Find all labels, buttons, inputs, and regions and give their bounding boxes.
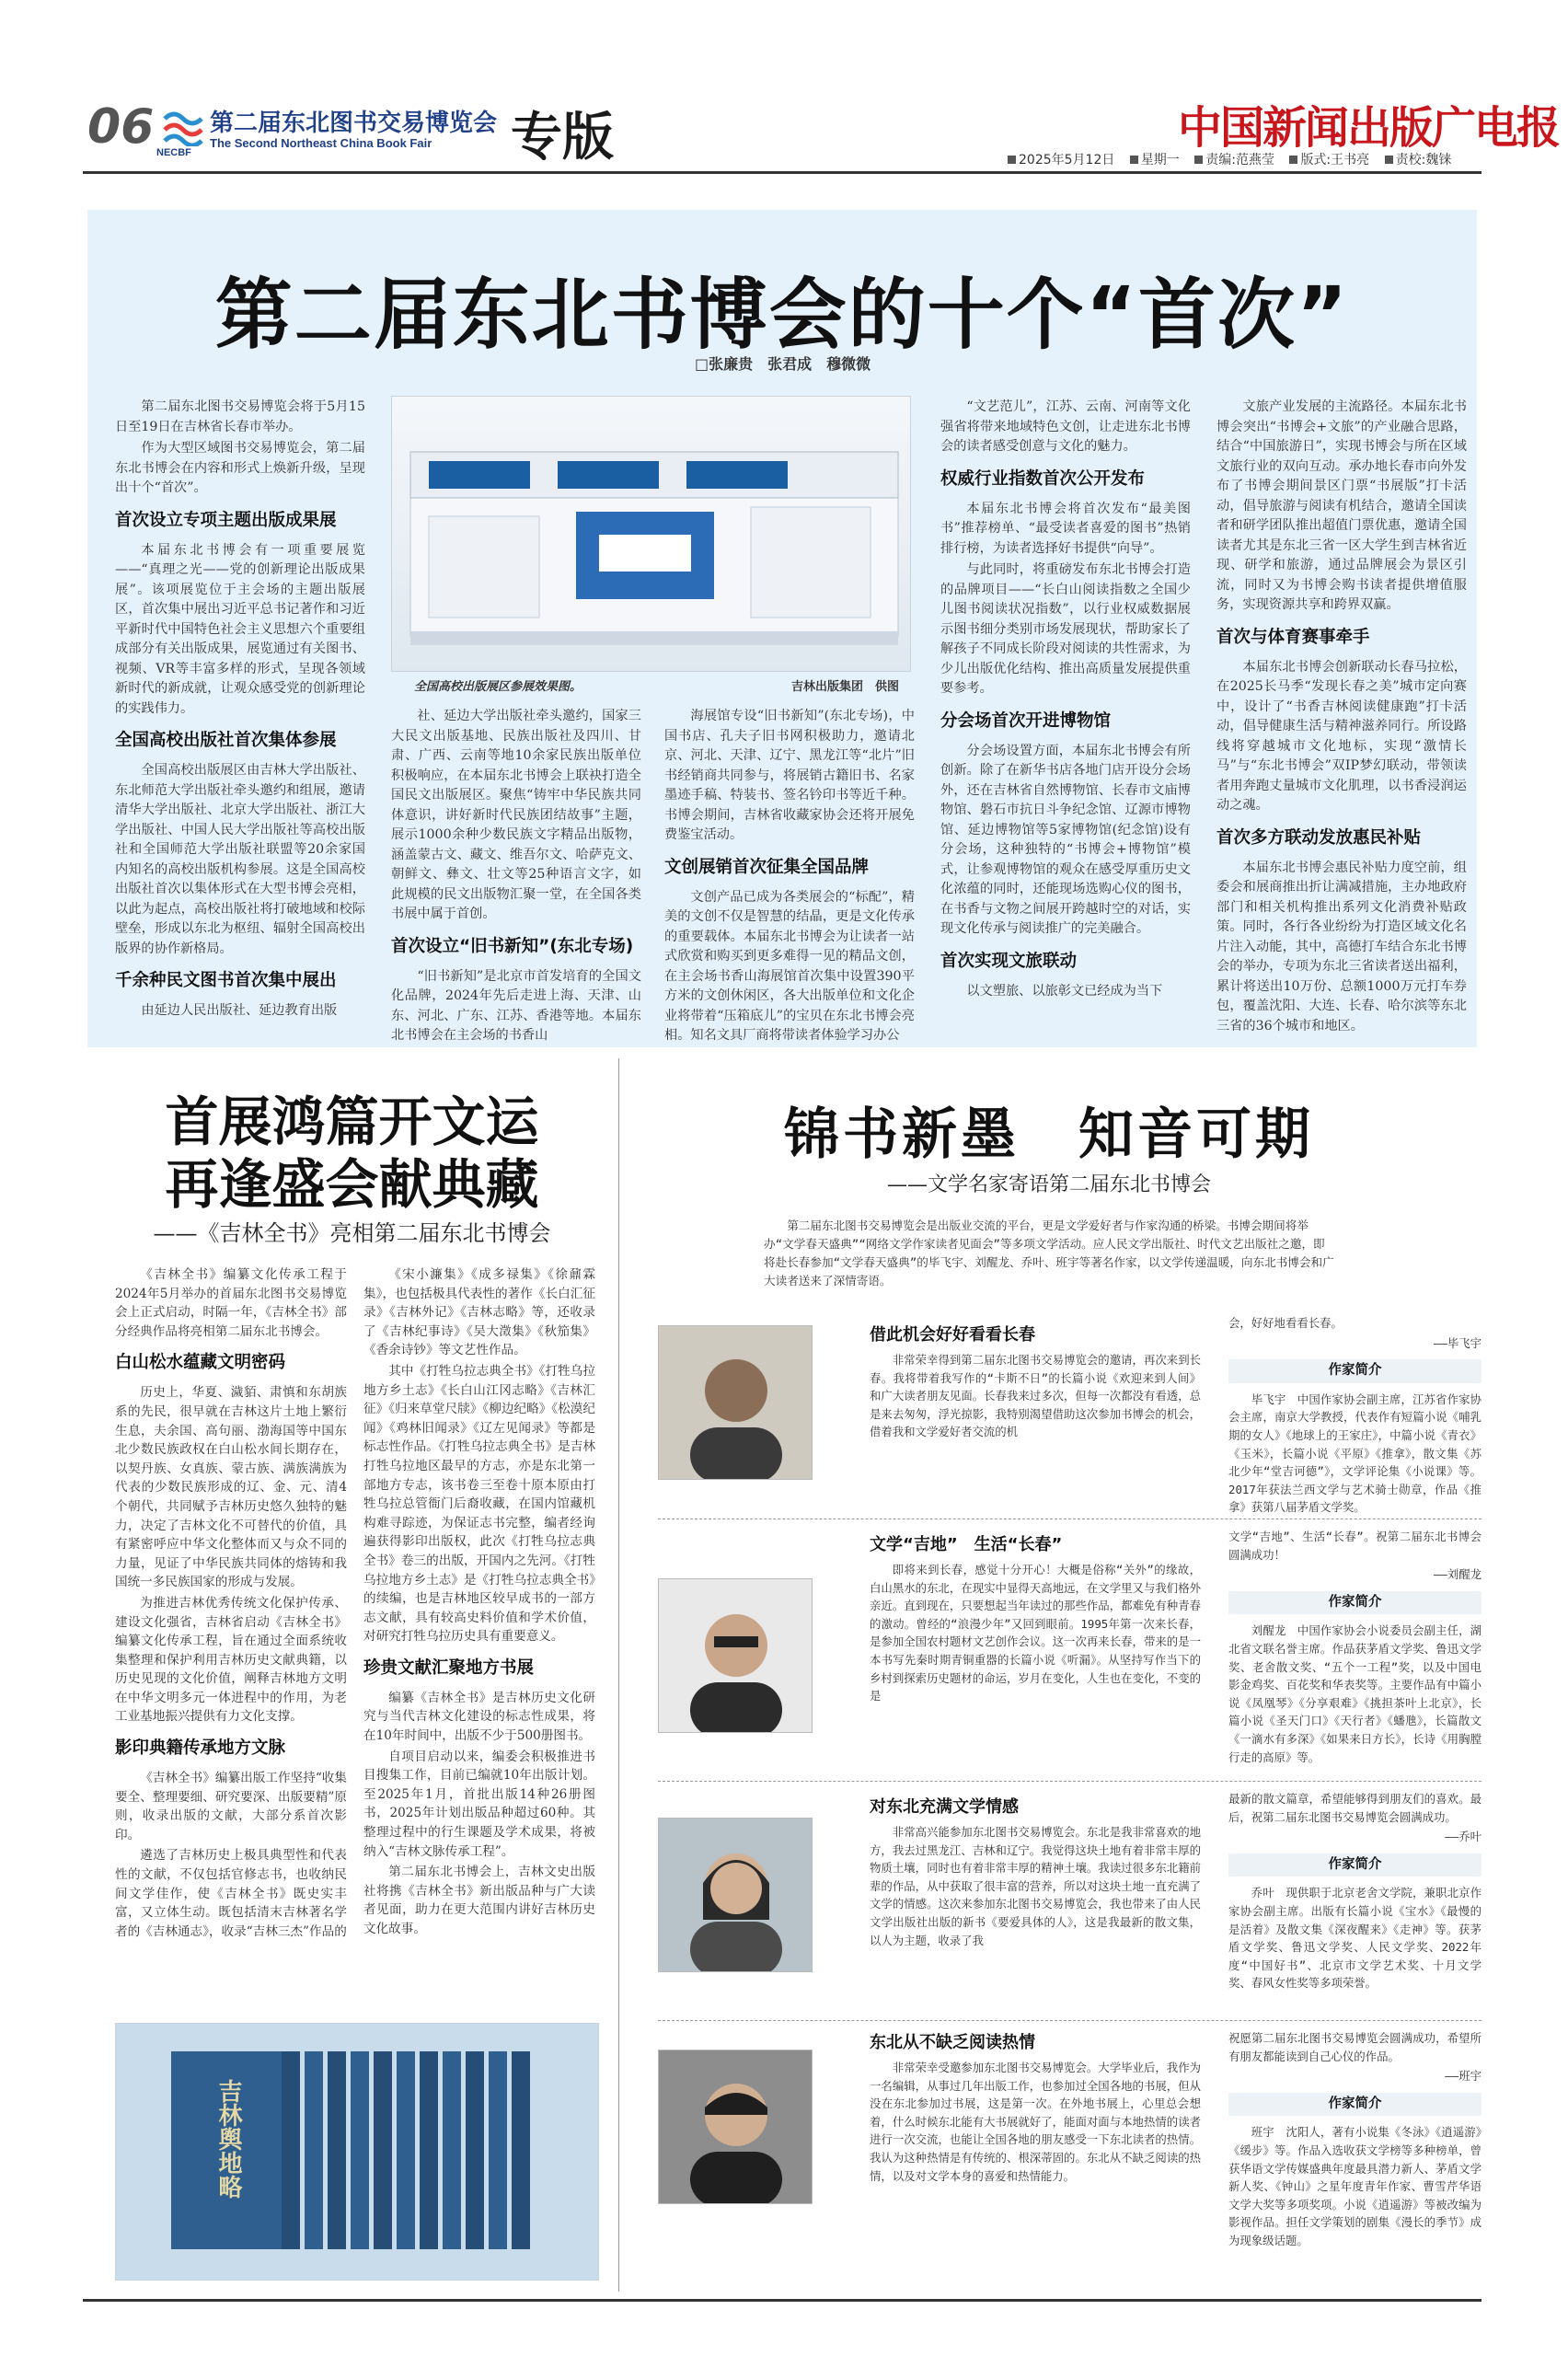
necbf-label: NECBF [156, 147, 191, 158]
card-continuation: 会，好好地看看长春。 ——毕飞宇 作家简介 毕飞宇 中国作家协会副主席，江苏省作家协会主席，南京大学教授，代表作有短篇小说《哺乳期的女人》《地球上的王家庄》，中篇小说《青衣》《玉米》，长篇小说《平原》《推拿》，散文集《苏北少年“堂吉诃德”》，文学评论集《小说课》等。2017年获法兰西文学与艺术骑士勋章，作品《推拿》获第八届茅盾文学奖。 [1228, 1314, 1482, 1517]
subheading: 首次设立专项主题出版成果展 [115, 510, 337, 530]
card-divider [658, 1781, 1482, 1782]
subheading: 权威行业指数首次公开发布 [940, 468, 1146, 489]
article-column-2: 社、延边大学出版社牵头邀约，国家三大民文出版基地、民族出版社及四川、甘肃、广西、云南等地10余家民族出版单位积极响应，在本届东北书博会上联袂打造全国民文出版展区。聚焦“铸牢中华民族共同体意识，讲好新时代民族团结故事”主题，展示1000余种少数民族文字精品出版物，涵盖蒙古文、藏文、维吾尔文、哈萨克文、朝鲜文、彝文、壮文等25种语言文字，如此规模的民文出版物汇聚一堂，在全国各类书展中属于首创。 首次设立“旧书新知”(东北专场) “旧书新知”是北京市首发培育的全国文化品牌，2024年先后走进上海、天津、山东、河北、广东、江苏、香港等地。本届东北书博会在主会场的书香山 [391, 709, 641, 1043]
subheading: 白山松水蕴藏文明密码 [115, 1353, 286, 1373]
author-bio: 毕飞宇 中国作家协会副主席，江苏省作家协会主席，南京大学教授，代表作有短篇小说《哺乳期的女人》《地球上的王家庄》，中篇小说《青衣》《玉米》，长篇小说《平原》《推拿》，散文集《苏北少年“堂吉诃德”》，文学评论集《小说课》等。2017年获法兰西文学与艺术骑士勋章，作品《推拿》获第八届茅盾文学奖。 [1228, 1392, 1482, 1515]
writer-portrait [658, 2050, 813, 2204]
expo-name: 第二届东北图书交易博览会 [210, 110, 498, 137]
subheading: 分会场首次开进博物馆 [940, 710, 1112, 731]
book-set-icon [116, 2024, 599, 2281]
article-column-5: 文旅产业发展的主流路径。本届东北书博会突出“书博会+文旅”的产业融合思路，结合“中国旅游日”，实现书博会与所在区域文旅行业的双向互动。承办地长春市向外发布了书博会期间景区门票“书展版”打卡活动，倡导旅游与阅读有机结合，邀请全国读者和研学团队推出超值门票优惠，邀请全国读者尤其是东北三省一区大学生到吉林省近现、研学和旅游，通过品牌展会为景区引流，同时又为书博会购书读者提供增值服务，实现资源共享和跨界双赢。 首次与体育赛事牵手 本届东北书博会创新联动长春马拉松，在2025长马季“发现长春之美”城市定向赛中，设计了“书香吉林阅读健康跑”打卡活动，倡导健康生活与精神滋养同行。所设路线将穿越城市文化地标，实现“激情长马”与“东北书博会”双IP梦幻联动，带领读者用奔跑丈量城市文化肌理，以书香浸润运动之魂。 首次多方联动发放惠民补贴 本届东北书博会惠民补贴力度空前，组委会和展商推出折让满减措施，主办地政府部门和相关机构推出系列文化消费补贴政策。同时，各行各业纷纷为打造区域文化名片注入动能，其中，高德打车结合东北书博会的举办，专项为东北三省读者送出福利，累计将送出10万份、总额1000万元打车券包，覆盖沈阳、大连、长春、哈尔滨等东北三省的36个城市和地区。 [1216, 399, 1467, 1034]
signature: ——班宇 [1445, 2069, 1482, 2084]
writer-card-bi-feiyu [658, 1307, 1482, 1519]
card-continuation: 最新的散文篇章，希望能够得到朋友们的喜欢。最后，祝第二届东北图书交易博览会圆满成功。 ——乔叶 作家简介 乔叶 现供职于北京老舍文学院，兼职北京作家协会副主席。出版有长篇小说《宝水》《最慢的是活着》及散文集《深夜醒来》《走神》等。获茅盾文学奖、鲁迅文学奖、人民文学奖、2022年度“中国好书”、北京市文学艺术奖、十月文学奖、春风女性奖等多项荣誉。 [1228, 1790, 1482, 1992]
section-title: 专版 [511, 107, 614, 167]
article-column-3: 海展馆专设“旧书新知”(东北专场)，中国书店、孔夫子旧书网积极助力，邀请北京、河北、天津、辽宁、黑龙江等“北片”旧书经销商共同参与，将展销古籍旧书、名家墨迹手稿、特装书、签名钤印书等近千种。书博会期间，吉林省收藏家协会还将开展免费鉴宝活动。 文创展销首次征集全国品牌 文创产品已成为各类展会的“标配”，精美的文创不仅是智慧的结晶，更是文化传承的重要载体。本届东北书博会为让读者一站式欣赏和购买到更多难得一见的精品文创，在主会场书香山海展馆首次集中设置390平方米的文创休闲区，各大出版单位和文化企业将带着“压箱底儿”的宝贝在东北书博会亮相。知名文具厂商将带读者体验学习办公 [664, 709, 915, 1043]
writers-subtitle: ——文学名家寄语第二届东北书博会 [886, 1173, 1211, 1196]
profile-label: 作家简介 [1228, 2093, 1482, 2117]
card-continuation: 祝愿第二届东北图书交易博览会圆满成功，希望所有朋友都能读到自己心仪的作品。 ——班宇 作家简介 班宇 沈阳人，著有小说集《冬泳》《逍遥游》《缓步》等。作品入选收获文学榜等多种榜单，曾获华语文学传媒盛典年度最具潜力新人、茅盾文学新人奖、《钟山》之星年度青年作家、曹雪芹华语文学大奖等多项奖项。小说《逍遥游》等被改编为影视作品。担任文学策划的剧集《漫长的季节》成为现象级话题。 [1228, 2029, 1482, 2250]
jilin-column-2: 《宋小濂集》《成多禄集》《徐鼐霖集》，也包括极具代表性的著作《长白汇征录》《吉林外记》《吉林志略》等，还收录了《吉林纪事诗》《吴大澂集》《秋笳集》《香余诗钞》等文艺性作品。 其中《打牲乌拉志典全书》《打牲乌拉地方乡土志》《长白山江冈志略》《吉林汇征》《归来草堂尺牍》《柳边纪略》《松漠纪闻》《鸡林旧闻录》《辽左见闻录》等都是标志性作品。《打牲乌拉志典全书》是吉林打牲乌拉地区最早的方志，亦是东北第一部地方专志，该书卷三至卷十原本原由打牲乌拉总管衙门后裔收藏，在国内馆藏机构难寻踪迹，为保证志书完整，编者经询遍获得影印出版权，此次《打牲乌拉志典全书》卷三的出版，开国内之先河。《打牲乌拉地方乡土志》是《打牲乌拉志典全书》的续编，也是吉林地区较早成书的一部方志文献，具有较高史料价值和学术价值，对研究打牲乌拉历史具有重要意义。 珍贵文献汇聚地方书展 编纂《吉林全书》是吉林历史文化研究与当代吉林文化建设的标志性成果，将在10年时间中，出版不少于500册图书。 自项目启动以来，编委会积极推进书目搜集工作，目前已编就10年出版计划。至2025年1月，首批出版14种26册图书，2025年计划出版品种超过60种。其整理过程中的行生课题及学术成果，将被纳入“吉林文脉传承工程”。 第二届东北书博会上，吉林文史出版社将携《吉林全书》新出版品种与广大读者见面，助力在更大范围内讲好吉林历史文化故事。 [363, 1267, 595, 1936]
exhibition-booth-image [391, 396, 911, 672]
necbf-logo-icon [161, 106, 203, 146]
card-title: 对东北充满文学情感 [870, 1797, 1019, 1817]
proofreader: 责校:魏铼 [1395, 153, 1452, 167]
designer: 版式:王书亮 [1300, 153, 1370, 167]
card-title: 借此机会好好看看长春 [870, 1325, 1035, 1345]
author-bio: 刘醒龙 中国作家协会小说委员会副主任，湖北省文联名誉主席。作品获茅盾文学奖、鲁迅文学奖、老舍散文奖、“五个一工程”奖，以及中国电影金鸡奖、百花奖和华表奖等。主要作品有中篇小说《凤凰琴》《分享艰难》《挑担茶叶上北京》，长篇小说《圣天门口》《天行者》《蟠虺》，长篇散文《一滴水有多深》《如果来日方长》，长诗《用胸膛行走的高原》等。 [1228, 1623, 1482, 1764]
subheading: 全国高校出版社首次集体参展 [115, 731, 337, 750]
page-number: 06 [87, 99, 155, 155]
top-rule [83, 171, 1482, 174]
subheading: 珍贵文献汇聚地方书展 [363, 1657, 535, 1678]
card-continuation: 文学“吉地”、生活“长春”。祝第二届东北书博会圆满成功！ ——刘醒龙 作家简介 刘醒龙 中国作家协会小说委员会副主任，湖北省文联名誉主席。作品获茅盾文学奖、鲁迅文学奖、老舍散文奖、“五个一工程”奖，以及中国电影金鸡奖、百花奖和华表奖等。主要作品有中篇小说《凤凰琴》《分享艰难》《挑担茶叶上北京》，长篇小说《圣天门口》《天行者》《蟠虺》，长篇散文《一滴水有多深》《如果来日方长》，长诗《用胸膛行走的高原》等。 [1228, 1528, 1482, 1766]
card-divider [658, 2020, 1482, 2021]
writer-card-liu-xinglong [658, 1528, 1482, 1772]
byline: □张廉贵 张君成 穆微微 [695, 355, 871, 373]
issue-date: 2025年5月12日 [1019, 153, 1115, 167]
signature: ——乔叶 [1445, 1830, 1482, 1844]
author-bio: 乔叶 现供职于北京老舍文学院，兼职北京作家协会副主席。出版有长篇小说《宝水》《最慢的是活着》及散文集《深夜醒来》《走神》等。获茅盾文学奖、鲁迅文学奖、人民文学奖、2022年度“中国好书”、北京市文学艺术奖、十月文学奖、春风女性奖等多项荣誉。 [1228, 1886, 1482, 1991]
card-body: 非常荣幸得到第二届东北图书交易博览会的邀请，再次来到长春。我将带着我写作的“卡斯不日”的长篇小说《欢迎来到人间》和广大读者朋友见面。长春我来过多次，但每一次都没有看透，总是来去匆匆，浮光掠影，我特别渴望借助这次参加书博会的机会，借着我和文学爱好者交流的机 [870, 1353, 1201, 1439]
writer-card-ban-yu [658, 2029, 1482, 2292]
card-body: 非常荣幸受邀参加东北图书交易博览会。大学毕业后，我作为一名编辑，从事过几年出版工作，也参加过全国各地的书展，但从没在东北参加过书展，这是第一次。在外地书展上，心里总会想着，什么时候东北能有大书展就好了，能面对面与本地热情的读者进行一次交流，也能让全国各地的朋友感受一下东北读者的热情。我认为这种热情是有传统的、根深蒂固的。东北从不缺乏阅读的热情，以及对文学本身的喜爱和热情能力。 [870, 2061, 1201, 2183]
subheading: 首次设立“旧书新知”(东北专场) [391, 936, 634, 956]
writer-portrait [658, 1325, 813, 1480]
expo-name-en: The Second Northeast China Book Fair [210, 136, 432, 150]
jilin-column-1: 《吉林全书》编纂文化传承工程于2024年5月举办的首届东北图书交易博览会上正式启动，时隔一年，《吉林全书》部分经典作品将亮相第二届东北书博会。 白山松水蕴藏文明密码 历史上，华夏、濊貊、肃慎和东胡族系的先民，很早就在吉林这片土地上繁衍生息，夫余国、高句丽、渤海国等中国东北少数民族政权在白山松水间长期存在，以契丹族、女真族、蒙古族、满族满族为代表的少数民族形成的辽、金、元、清4个朝代，共同赋予吉林历史悠久独特的魅力，决定了吉林文化不可替代的价值，具有紧密呼应中华文化整体而又与众不同的力量，见证了中华民族共同体的熔铸和我国统一多民族国家的形成与发展。 为推进吉林优秀传统文化保护传承、建设文化强省，吉林省启动《吉林全书》编纂文化传承工程，旨在通过全面系统收集整理和保护利用吉林历史文献典籍，以历史见现的文化价值，阐释吉林地方文明在中华文明多元一体进程中的作用，为老工业基地振兴提供有力文化支撑。 影印典籍传承地方文脉 《吉林全书》编纂出版工作坚持“收集要全、整理要细、研究要深、出版要精”原则，收录出版的文献，大部分系首次影印。 遴选了吉林历史上极具典型性和代表性的文献，不仅包括官修志书，也收纳民间文学佳作，使《吉林全书》既史实丰富，又立体生动。既包括清末吉林著名学者的《吉林通志》，收录“吉林三杰”作品的 [115, 1267, 347, 1939]
card-title: 东北从不缺乏阅读热情 [870, 2033, 1035, 2052]
column-divider [618, 1058, 619, 2292]
writer-portrait [658, 1818, 813, 1972]
writers-headline: 锦书新墨 知音可期 [784, 1103, 1314, 1167]
subheading: 文创展销首次征集全国品牌 [664, 857, 870, 877]
subheading: 影印典籍传承地方文脉 [115, 1738, 286, 1759]
jilin-subtitle: ——《吉林全书》亮相第二届东北书博会 [153, 1220, 551, 1246]
card-title: 文学“吉地” 生活“长春” [870, 1535, 1063, 1554]
bottom-rule [83, 2299, 1482, 2302]
main-headline: 第二届东北书博会的十个“首次” [214, 270, 1350, 360]
jilin-books-image [115, 2023, 599, 2281]
subheading: 首次与体育赛事牵手 [1216, 627, 1370, 647]
writer-portrait [658, 1578, 813, 1733]
jilin-headline: 首展鸿篇开文运 再逢盛会献典藏 [165, 1091, 539, 1216]
article-column-1: 第二届东北图书交易博览会将于5月15日至19日在吉林省长春市举办。 作为大型区域图书交易博览会，第二届东北书博会在内容和形式上焕新升级，呈现出十个“首次”。 首次设立专项主题出版成果展 本届东北书博会有一项重要展览——“真理之光——党的创新理论出版成果展”。该项展览位于主会场的主题出版展区，首次集中展出习近平总书记著作和习近平新时代中国特色社会主义思想六个重要组成部分有关出版成果，展览通过有关图书、视频、VR等丰富多样的形式，呈现各领域新时代的新成就，让观众感受党的创新理论的实践伟力。 全国高校出版社首次集体参展 全国高校出版展区由吉林大学出版社、东北师范大学出版社牵头邀约和组展，邀请清华大学出版社、北京大学出版社、浙江大学出版社、中国人民大学出版社等高校出版社和全国师范大学出版社联盟等20余家国内知名的高校出版机构参展。这是全国高校出版社首次以集体形式在大型书博会亮相，以此为起点，高校出版社将打破地域和校际壁垒，形成以东北为枢纽、辐射全国高校出版界的协作新格局。 千余种民文图书首次集中展出 由延边人民出版社、延边教育出版 [115, 399, 365, 1018]
subheading: 千余种民文图书首次集中展出 [115, 971, 337, 990]
issue-meta [1008, 150, 1462, 168]
issue-weekday: 星期一 [1140, 153, 1180, 167]
subheading: 首次实现文旅联动 [940, 951, 1078, 971]
writer-card-qiao-ye [658, 1790, 1482, 2020]
booth-illustration-icon [392, 397, 911, 672]
card-body: 非常高兴能参加东北图书交易博览会。东北是我非常喜欢的地方，我去过黑龙江、吉林和辽宁。我觉得这块土地有着非常丰厚的物质土壤，同时也有着非常丰厚的精神土壤。我读过很多东北籍前辈的作品，从中获取了很丰富的营养，所以对这块土地一直充满了文学的情感。这次来参加东北图书交易博览会，我也带来了由人民文学出版社出版的新书《要爱具体的人》，这是我最新的散文集，以人为主题，收录了我 [870, 1825, 1201, 1947]
subheading: 首次多方联动发放惠民补贴 [1216, 827, 1422, 848]
photo-credit: 吉林出版集团 供图 [791, 680, 900, 694]
profile-label: 作家简介 [1228, 1359, 1482, 1383]
author-bio: 班宇 沈阳人，著有小说集《冬泳》《逍遥游》《缓步》等。作品入选收获文学榜等多种榜单，曾获华语文学传媒盛典年度最具潜力新人、茅盾文学新人奖、《钟山》之星年度青年作家、曹雪芹华语文学大奖等多项奖项。小说《逍遥游》等被改编为影视作品。担任文学策划的剧集《漫长的季节》成为现象级话题。 [1228, 2125, 1482, 2247]
signature: ——毕飞宇 [1433, 1335, 1482, 1350]
article-column-4: “文艺范儿”，江苏、云南、河南等文化强省将带来地域特色文创，让走进东北书博会的读者感受创意与文化的魅力。 权威行业指数首次公开发布 本届东北书博会将首次发布“最美图书”推荐榜单、“最受读者喜爱的图书”热销排行榜，为读者选择好书提供“向导”。 与此同时，将重磅发布东北书博会打造的品牌项目——“长白山阅读指数之全国少儿图书阅读状况指数”，以行业权威数据展示图书细分类别市场发展现状，帮助家长了解孩子不同成长阶段对阅读的共性需求，为少儿出版优化结构、推出高质量发展提供重要参考。 分会场首次开进博物馆 分会场设置方面，本届东北书博会有所创新。除了在新华书店各地门店开设分会场外，还在吉林省自然博物馆、长春市文庙博物馆、磐石市抗日斗争纪念馆、辽源市博物馆、延边博物馆等5家博物馆(纪念馆)设有分会场，这种独特的“书博会+博物馆”模式，让参观博物馆的观众在感受厚重历史文化浓蕴的同时，还能现场选购心仪的图书，在书香与文物之间展开跨越时空的对话，实现文化传承与阅读推广的完美融合。 首次实现文旅联动 以文塑旅、以旅彰文已经成为当下 [940, 399, 1191, 999]
writers-intro: 第二届东北图书交易博览会是出版业交流的平台，更是文学爱好者与作家沟通的桥梁。书博会期间将举办“文学春天盛典”“网络文学作家读者见面会”等多项文学活动。应人民文学出版社、时代文艺出版社之邀，即将赴长春参加“文学春天盛典”的毕飞宇、刘醒龙、乔叶、班宇等著名作家，以文学传递温暖，向东北书博会和广大读者送来了深情寄语。 [764, 1218, 1334, 1288]
profile-label: 作家简介 [1228, 1854, 1482, 1877]
editor: 责编:范燕莹 [1205, 153, 1274, 167]
card-body: 即将来到长春，感觉十分开心！大概是俗称“关外”的缘故，白山黑水的东北，在现实中显得天高地远，在文学里又与我们格外亲近。直到现在，只要想起当年读过的那些作品，都难免有种青春的激动。曾经的“浪漫少年”又回到眼前。1995年第一次来长春，是参加全国农村题材文艺创作会议。这一次再来长春，带来的是一本书写先秦时期青铜重器的长篇小说《听漏》。从坚持写作当下的乡村到探索历史题材的命运，岁月在变化，人生也在变化，不变的是 [870, 1563, 1201, 1703]
newspaper-name: 中国新闻出版广电报 [1178, 102, 1560, 154]
profile-label: 作家简介 [1228, 1591, 1482, 1615]
book-cover-title: 吉林舆地略 [214, 2079, 242, 2199]
signature: ——刘醒龙 [1433, 1567, 1482, 1582]
booth-image-caption: 全国高校出版展区参展效果图。 [414, 680, 582, 694]
